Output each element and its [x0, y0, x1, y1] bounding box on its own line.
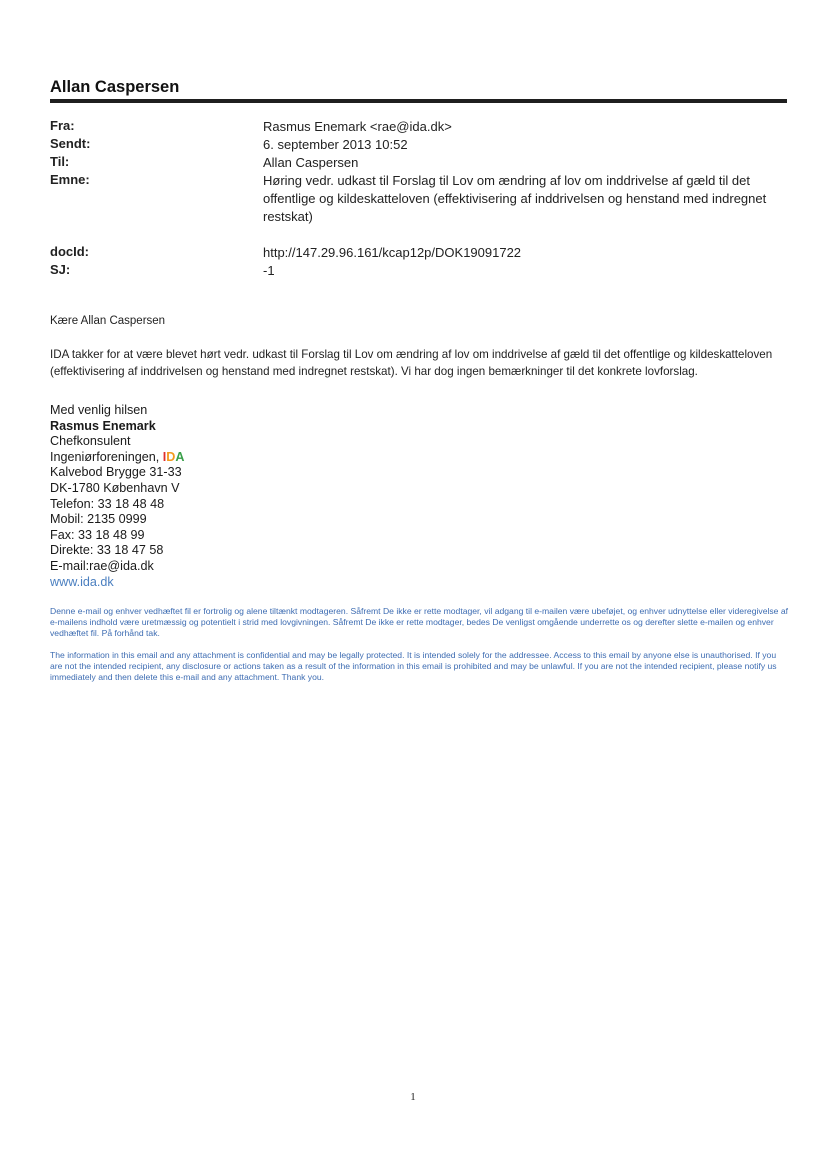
disclaimer-english: The information in this email and any attachment is confidential and may be legally protected. It is intended solely for the addressee. Access to this email by anyone else is unauthorised. If you are not the intended recipient, any disclosure or actions taken as a result of the information in this email is prohibited and may be unlawful. If you are not the intended recipient, please notify us immediately and then delete this e-mail and any attachment. Thank you. — [50, 650, 777, 682]
docid-value: http://147.29.96.161/kcap12p/DOK19091722 — [263, 245, 522, 260]
header-rule — [50, 99, 787, 103]
message-body: IDA takker for at være blevet hørt vedr. udkast til Forslag til Lov om ændring af lov om inddrivelse af gæld til det offentlige og kildeskatteloven (effektivisering af inddrivelsen og henstand med indregnet restskat). Vi har dog ingen bemærkninger til det konkrete lovforslag. — [50, 348, 773, 378]
ida-logo-letter-i: I — [162, 449, 167, 464]
sj-label: SJ: — [50, 262, 71, 277]
organization-name: Ingeniørforeningen, — [50, 449, 163, 464]
signature-email: E-mail:rae@ida.dk — [50, 558, 154, 573]
docid-label: docId: — [50, 244, 89, 259]
signature-closing: Med venlig hilsen — [50, 403, 148, 417]
signature-block — [50, 403, 184, 590]
greeting: Kære Allan Caspersen — [50, 315, 166, 327]
signature-fax: Fax: 33 18 48 99 — [50, 527, 145, 542]
to-label: Til: — [50, 154, 70, 169]
signature-organization — [50, 450, 184, 466]
ida-logo-letter-d: D — [166, 449, 176, 464]
disclaimer-danish: Denne e-mail og enhver vedhæftet fil er fortrolig og alene tiltænkt modtageren. Såfremt De ikke er rette modtager, vil adgang til e-mailen være ubeføjet, og enhver udnyttelse eller videregivelse af e-mailens indhold være uretmæssig og potentielt i strid med lovgivningen. Såfremt De ikke er rette modtager, bedes De venligst omgående underrette os og derefter slette e-mailen og enhver vedhæftet fil. På forhånd tak. — [50, 606, 789, 638]
website-link[interactable]: www.ida.dk — [50, 574, 114, 589]
signature-mobile: Mobil: 2135 0999 — [50, 512, 147, 527]
signature-name: Rasmus Enemark — [50, 418, 156, 433]
signature-address-street: Kalvebod Brygge 31-33 — [50, 465, 182, 480]
from-label: Fra: — [50, 118, 75, 133]
mailbox-owner-name: Allan Caspersen — [50, 78, 180, 96]
signature-phone: Telefon: 33 18 48 48 — [50, 496, 165, 511]
sent-value: 6. september 2013 10:52 — [263, 137, 408, 152]
signature-title: Chefkonsulent — [50, 434, 131, 449]
sent-label: Sendt: — [50, 136, 91, 151]
subject-value: Høring vedr. udkast til Forslag til Lov om ændring af lov om inddrivelse af gæld til det offentlige og kildeskatteloven (effektivisering af inddrivelsen og henstand med indregnet restskat) — [263, 173, 767, 224]
to-value: Allan Caspersen — [263, 155, 359, 170]
ida-logo-letter-a: A — [175, 449, 185, 464]
sj-value: -1 — [263, 263, 275, 278]
signature-address-city: DK-1780 København V — [50, 480, 180, 495]
signature-direct-phone: Direkte: 33 18 47 58 — [50, 543, 164, 558]
page-number: 1 — [410, 1091, 416, 1103]
subject-label: Emne: — [50, 172, 90, 187]
from-value: Rasmus Enemark <rae@ida.dk> — [263, 119, 452, 134]
